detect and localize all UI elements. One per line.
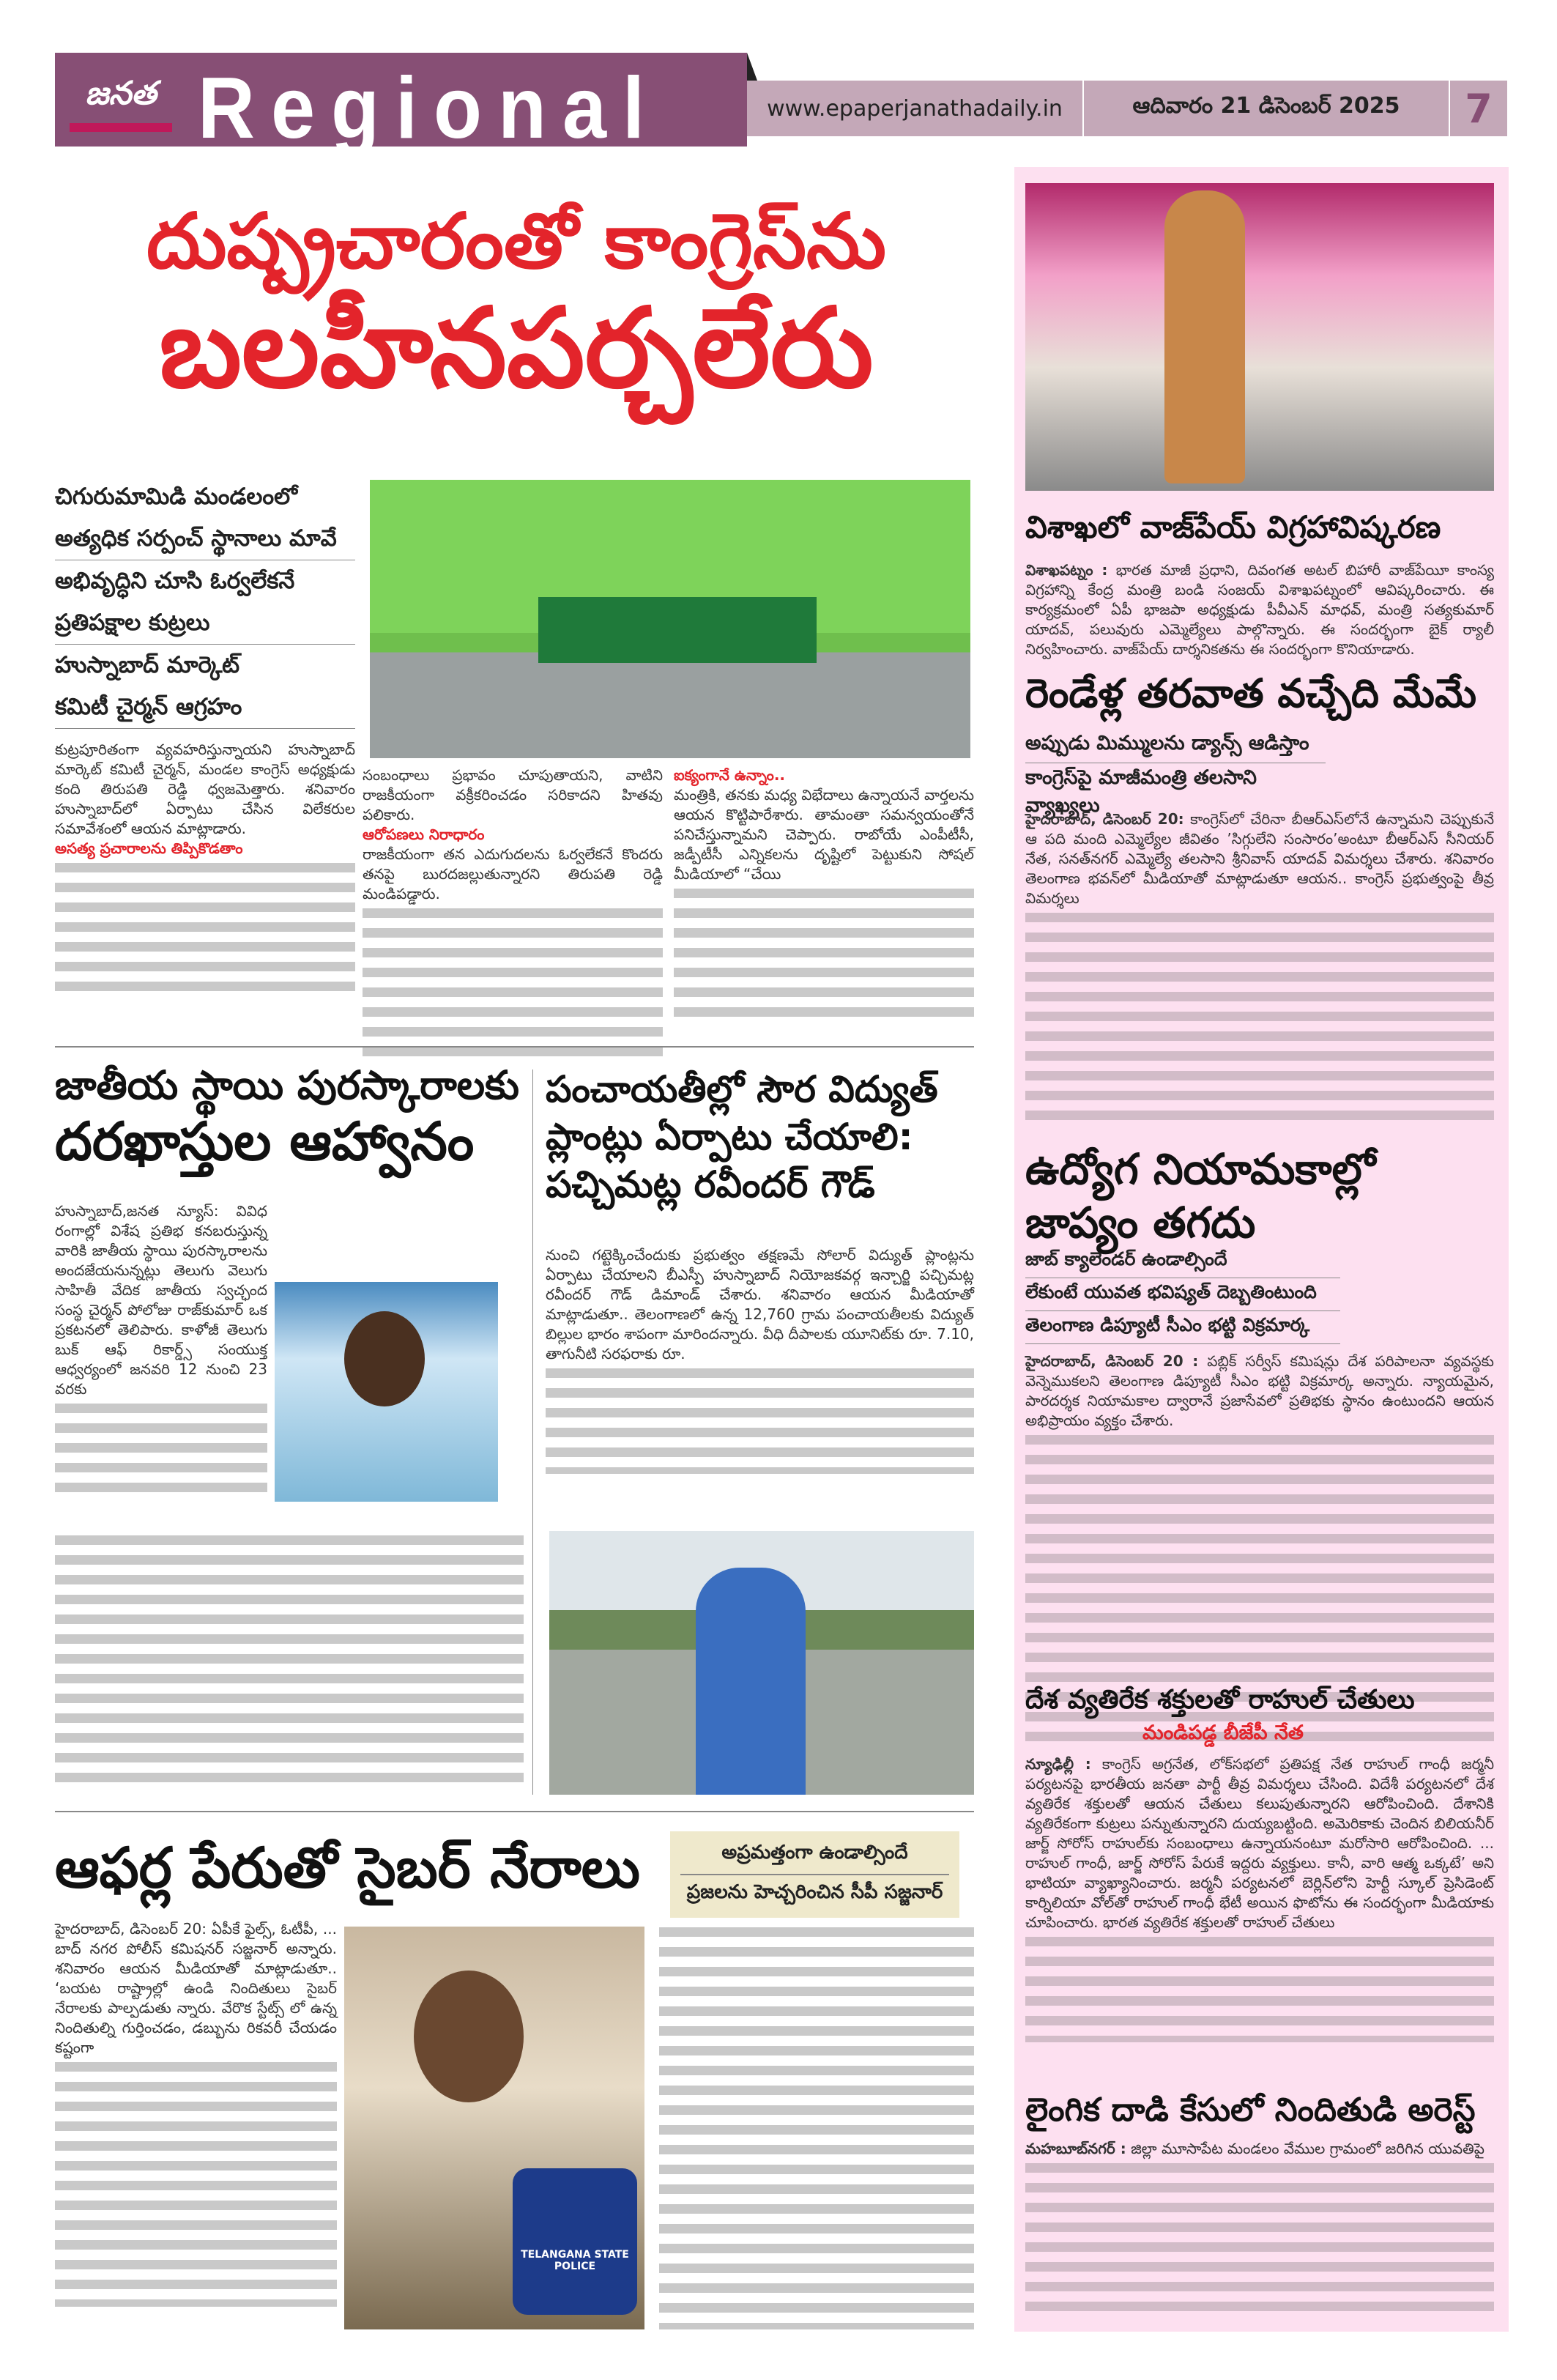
talasani-body [1025, 809, 1494, 1132]
text-lines [546, 1364, 974, 1474]
face [344, 1311, 425, 1406]
subhead: కాంగ్రెస్‌పై మాజీమంత్రి తలసాని వ్యాఖ్యలు [1025, 766, 1257, 817]
page-number: 7 [1465, 85, 1493, 132]
body-text: కాంగ్రెస్‌లో చేరినా బీఆర్ఎస్‌లోనే ఉన్నామని చెప్పుకునే ఆ పది మంది ఎమ్మెల్యేల జీవితం ’సిగ్గులేని సంసారం’అంటూ బీఆర్ఎస్ సీనియర్ నేత, సనత్‌నగర్ ఎమ్మెల్యే తలసాని శ్రీనివాస్ యాదవ్ విమర్శలు చేశారు. శనివారం తెలంగాణ భవన్‌లో మీడియాతో మాట్లాడుతూ ఆయన.. కాంగ్రెస్ ప్రభుత్వంపై తీవ్ర విమర్శలు [1025, 810, 1494, 907]
crosshead: ఆరోపణలు నిరాధారం [363, 826, 485, 843]
text-lines [55, 859, 355, 998]
solar-headline [546, 1066, 978, 1209]
solar-headline-line2: ప్లాంట్లు ఏర్పాటు చేయాలి: [546, 1116, 913, 1158]
talasani-headline: రెండేళ్ల తరవాత వచ్చేది మేమే [1025, 670, 1477, 716]
body-text: రాజకీయంగా తన ఎదుగుదలను ఓర్వలేకనే కొందరు తనపై బురదజల్లుతున్నారని తిరుపతి రెడ్డి మండిపడ్డారు. [363, 845, 663, 902]
header-bar [747, 81, 1507, 136]
crosshead: అసత్య ప్రచారాలను తిప్పికొడతాం [55, 839, 243, 857]
awards-headline [55, 1062, 524, 1173]
janatha-logo: జనత [70, 75, 172, 133]
lead-col3 [674, 765, 974, 1040]
solar-headline-line1: పంచాయతీల్లో సౌర విద్యుత్ [546, 1068, 938, 1111]
divider [55, 1046, 974, 1048]
solar-body [546, 1245, 974, 1524]
rally-photo [549, 1531, 974, 1795]
vajpayee-body [1025, 560, 1494, 659]
body-text: హుస్నాబాద్,జనత న్యూస్: వివిధ రంగాల్లో విశేష ప్రతిభ కనబరుస్తున్న వారికి జాతీయ స్థాయి పురస్కారాలను అందజేయనున్నట్లు తెలుగు వెలుగు సాహితీ వేదిక జాతీయ స్వచ్ఛంద సంస్థ చైర్మన్ పోలోజు రాజ్‌కుమార్ ఒక ప్రకటనలో తెలిపారు. కాళోజీ తెలుగు బుక్ ఆఫ్ రికార్డ్స్ సంయుక్త ఆధ్వర్యంలో జనవరి 12 నుంచి 23 వరకు [55, 1202, 267, 1398]
cyber-note-box [670, 1831, 959, 1918]
dateline: విశాఖపట్నం : [1025, 561, 1108, 579]
subhead: జాబ్ క్యాలెండర్ ఉండాల్సిందే [1025, 1245, 1340, 1278]
lead-subheads [55, 476, 355, 729]
text-lines [55, 1531, 524, 1791]
corner-decoration [747, 53, 757, 81]
arrest-body [1025, 2139, 1494, 2322]
jobs-subheads [1025, 1245, 1340, 1344]
masthead [55, 53, 747, 157]
awards-headline-line2: దరఖాస్తుల ఆహ్వానం [55, 1110, 475, 1172]
awards-headline-line1: జాతీయ స్థాయి పురస్కారాలకు [55, 1062, 519, 1108]
jobs-headline [1025, 1143, 1494, 1249]
lead-headline [55, 198, 978, 412]
subhead: తెలంగాణ డిప్యూటీ సీఎం భట్టి విక్రమార్క [1025, 1311, 1340, 1344]
solar-headline-line3: పచ్చిమట్ల రవీందర్ గౌడ్ [546, 1163, 875, 1206]
statue-unveiling-photo [1025, 183, 1494, 491]
divider [55, 1811, 974, 1812]
subhead: ప్రతిపక్షాల కుట్రలు [55, 602, 355, 645]
text-lines [659, 1923, 974, 2329]
note-line: ప్రజలను హెచ్చరించిన సీపీ సజ్జనార్ [686, 1881, 943, 1903]
dateline: హైదరాబాద్, డిసెంబర్ 20 : [1025, 1352, 1199, 1370]
crosshead: ఐక్యంగానే ఉన్నాం.. [674, 766, 786, 784]
body-text: సంబంధాలు ప్రభావం చూపుతాయని, వాటిని రాజకీయంగా వక్రీకరించడం సరికాదని హితవు పలికారు. [363, 766, 663, 823]
dateline: న్యూఢిల్లీ : [1025, 1755, 1091, 1773]
body-text: జిల్లా మూసాపేట మండలం వేముల గ్రామంలో జరిగిన యువతిపై [1131, 2140, 1484, 2157]
dateline: హైదరాబాద్, డిసెంబర్ 20: [1025, 810, 1184, 828]
body-text: హైదరాబాద్, డిసెంబర్ 20: ఏపీకే ఫైల్స్, ఓటీపీ, ... బాద్ నగర పోలీస్ కమిషనర్ సజ్జనార్ అన్నారు. శనివారం ఆయన మీడియాతో మాట్లాడుతూ.. ‘బయట రాష్ట్రాల్లో ఉండి నిందితులు సైబర్ నేరాలకు పాల్పడుతు న్నారు. వేరొక స్టేట్స్ లో ఉన్న నిందితుల్ని గుర్తించడం, డబ్బును రికవరీ చేయడం కష్టంగా [55, 1920, 337, 2056]
issue-date: ఆదివారం 21 డిసెంబర్ 2025 [1084, 81, 1450, 136]
subhead: అత్యధిక సర్పంచ్ స్థానాలు మావే [55, 518, 355, 560]
section-title: Regional [198, 59, 661, 157]
person-photo [275, 1282, 498, 1502]
lead-col2 [363, 765, 663, 1040]
body-text: కుట్రపూరితంగా వ్యవహరిస్తున్నాయని హుస్నాబాద్ మార్కెట్ కమిటీ చైర్మన్, మండల కాంగ్రెస్ అధ్యక్షుడు కంది తిరుపతి రెడ్డి ధ్వజమెత్తారు. శనివారం హుస్నాబాద్‌లో ఏర్పాటు చేసిన విలేకరుల సమావేశంలో ఆయన మాట్లాడారు. [55, 741, 355, 837]
rahul-subhead: మండిపడ్డ బీజేపీ నేత [1142, 1721, 1304, 1744]
jobs-headline-line2: జాప్యం తగదు [1025, 1197, 1256, 1248]
lead-col1 [55, 740, 355, 1040]
subhead: లేకుంటే యువత భవిష్యత్ దెబ్బతింటుంది [1025, 1278, 1340, 1311]
commissioner-photo [344, 1927, 644, 2329]
body-text: మంత్రికి, తనకు మధ్య విభేదాలు ఉన్నాయనే వార్తలను ఆయన కొట్టిపారేశారు. తామంతా సమన్వయంతోనే పనిచేస్తున్నామని చెప్పారు. రాబోయే ఎంపీటీసీ, జడ్పీటీసీ ఎన్నికలను దృష్టిలో పెట్టుకుని సోషల్ మీడియాలో “చేయి [674, 786, 974, 883]
text-lines [1025, 1932, 1494, 2042]
awards-body [55, 1201, 267, 1524]
body-text: భారత మాజీ ప్రధాని, దివంగత అటల్ బిహారీ వాజ్‌పేయీ కాంస్య విగ్రహాన్ని కేంద్ర మంత్రి బండి సంజయ్ విశాఖపట్నంలో ఆవిష్కరించారు. ఈ కార్యక్రమంలో ఏపీ భాజపా అధ్యక్షుడు పీవీఎన్ మాధవ్, మంత్రి సత్యకుమార్ యాదవ్, పలువురు ఎమ్మెల్యేలు పాల్గొన్నారు. ఈ సందర్భంగా బైక్ ర్యాలీ నిర్వహించారు. వాజ్‌పేయ్ దార్శనికతను ఈ సందర్భంగా కొనియాడారు. [1025, 561, 1494, 658]
body-text: నుంచి గట్టెక్కించేందుకు ప్రభుత్వం తక్షణమే సోలార్ విద్యుత్ ప్లాంట్లను ఏర్పాటు చేయాలని బీఎస్పీ హుస్నాబాద్ నియోజకవర్గ ఇన్చార్జి పచ్చిమట్ల రవీందర్ గౌడ్ డిమాండ్ చేశారు. శనివారం ఆయన మీడియాతో మాట్లాడుతూ.. తెలంగాణలో ఉన్న 12,760 గ్రామ పంచాయతీలకు విద్యుత్ బిల్లుల భారం శాపంగా మారిందన్నారు. వీధి దీపాలకు యూనిట్‌కు రూ. 7.10, తాగునీటి సరఫరాకు రూ. [546, 1246, 974, 1363]
lead-headline-line1: దుష్ప్రచారంతో కాంగ్రెస్‌ను [146, 196, 886, 286]
site-url[interactable]: www.epaperjanathadaily.in [747, 81, 1084, 136]
table [538, 597, 817, 663]
face [414, 1971, 524, 2102]
subhead: కమిటీ చైర్మన్ ఆగ్రహం [55, 686, 355, 729]
text-lines [55, 1399, 267, 1494]
cyber-col1 [55, 1919, 337, 2329]
jobs-headline-line1: ఉద్యోగ నియామకాల్లో [1025, 1144, 1376, 1194]
text-lines [674, 884, 974, 1023]
arrest-headline: లైంగిక దాడి కేసులో నిందితుడి అరెస్ట్ [1025, 2091, 1476, 2129]
vajpayee-headline: విశాఖలో వాజ్‌పేయ్ విగ్రహావిష్కరణ [1025, 509, 1441, 545]
police-logo: TELANGANA STATE POLICE [513, 2168, 637, 2315]
body-text: కాంగ్రెస్ అగ్రనేత, లోక్‌సభలో ప్రతిపక్ష నేత రాహుల్ గాంధీ జర్మనీ పర్యటనపై భారతీయ జనతా పార్టీ తీవ్ర విమర్శలు చేసింది. విదేశీ పర్యటనలో దేశ వ్యతిరేక శక్తులతో ఆయన చేతులు కలుపుతున్నారని ఆరోపించింది. దేశానికి వ్యతిరేకంగా కుట్రలు పన్నుతున్నారని దుయ్యబట్టింది. అమెరికాకు చెందిన బిలియనీర్ జార్జ్ సోరోస్ రాహుల్‌కు సంబంధాలు ఉన్నాయనంటూ మరోసారి ఆరోపించింది. ... రాహుల్ గాంధీ, జార్జ్ సోరోస్ పేరుకే ఇద్దరు వ్యక్తులు. కానీ, వారి ఆత్మ ఒక్కటే’ అని భాటియా వ్యాఖ్యానించారు. జర్మనీ పర్యటనలో బెర్లిన్‌లోని హెర్టీ స్కూల్ ప్రెసిడెంట్ కార్నిలియా వోల్‌తో రాహుల్ గాంధీ భేటీ అయిన ఫొటోను ఈ సందర్భంగా మీడియాకు చూపించారు. భారత వ్యతిరేక శక్తులతో రాహుల్ చేతులు [1025, 1755, 1494, 1931]
column-divider [532, 1069, 533, 1795]
text-lines [1025, 2159, 1494, 2316]
note-line: అప్రమత్తంగా ఉండాల్సిందే [680, 1842, 949, 1875]
dateline: మహబూబ్‌నగర్ : [1025, 2140, 1126, 2157]
cyber-headline: ఆఫర్ల పేరుతో సైబర్ నేరాలు [55, 1835, 640, 1900]
subhead: చిగురుమామిడి మండలంలో [55, 483, 298, 510]
body-text: పబ్లిక్ సర్వీస్ కమిషన్లు దేశ పరిపాలనా వ్యవస్థకు వెన్నెముకలని తెలంగాణ డిప్యూటీ సీఎం భట్టి విక్రమార్క అన్నారు. న్యాయమైన, పారదర్శక నియామకాల ద్వారానే ప్రజాసేవలో ప్రతిభకు స్థానం ఉంటుందని ఆయన అభిప్రాయం వ్యక్తం చేశారు. [1025, 1352, 1494, 1429]
statue [1164, 190, 1245, 483]
speaker [696, 1568, 806, 1795]
press-meet-photo [370, 480, 970, 758]
rahul-body [1025, 1754, 1494, 2077]
subhead: హుస్నాబాద్ మార్కెట్ [55, 651, 240, 678]
text-lines [363, 904, 663, 1058]
subhead: అభివృద్ధిని చూసి ఓర్వలేకనే [55, 567, 295, 594]
subhead: అప్పుడు మిమ్ములను డ్యాన్స్ ఆడిస్తాం [1025, 729, 1326, 763]
rahul-headline: దేశ వ్యతిరేక శక్తులతో రాహుల్ చేతులు [1025, 1685, 1415, 1715]
lead-headline-line2: బలహీనపర్చలేరు [159, 284, 874, 412]
text-lines [55, 2058, 337, 2307]
text-lines [1025, 908, 1494, 1128]
